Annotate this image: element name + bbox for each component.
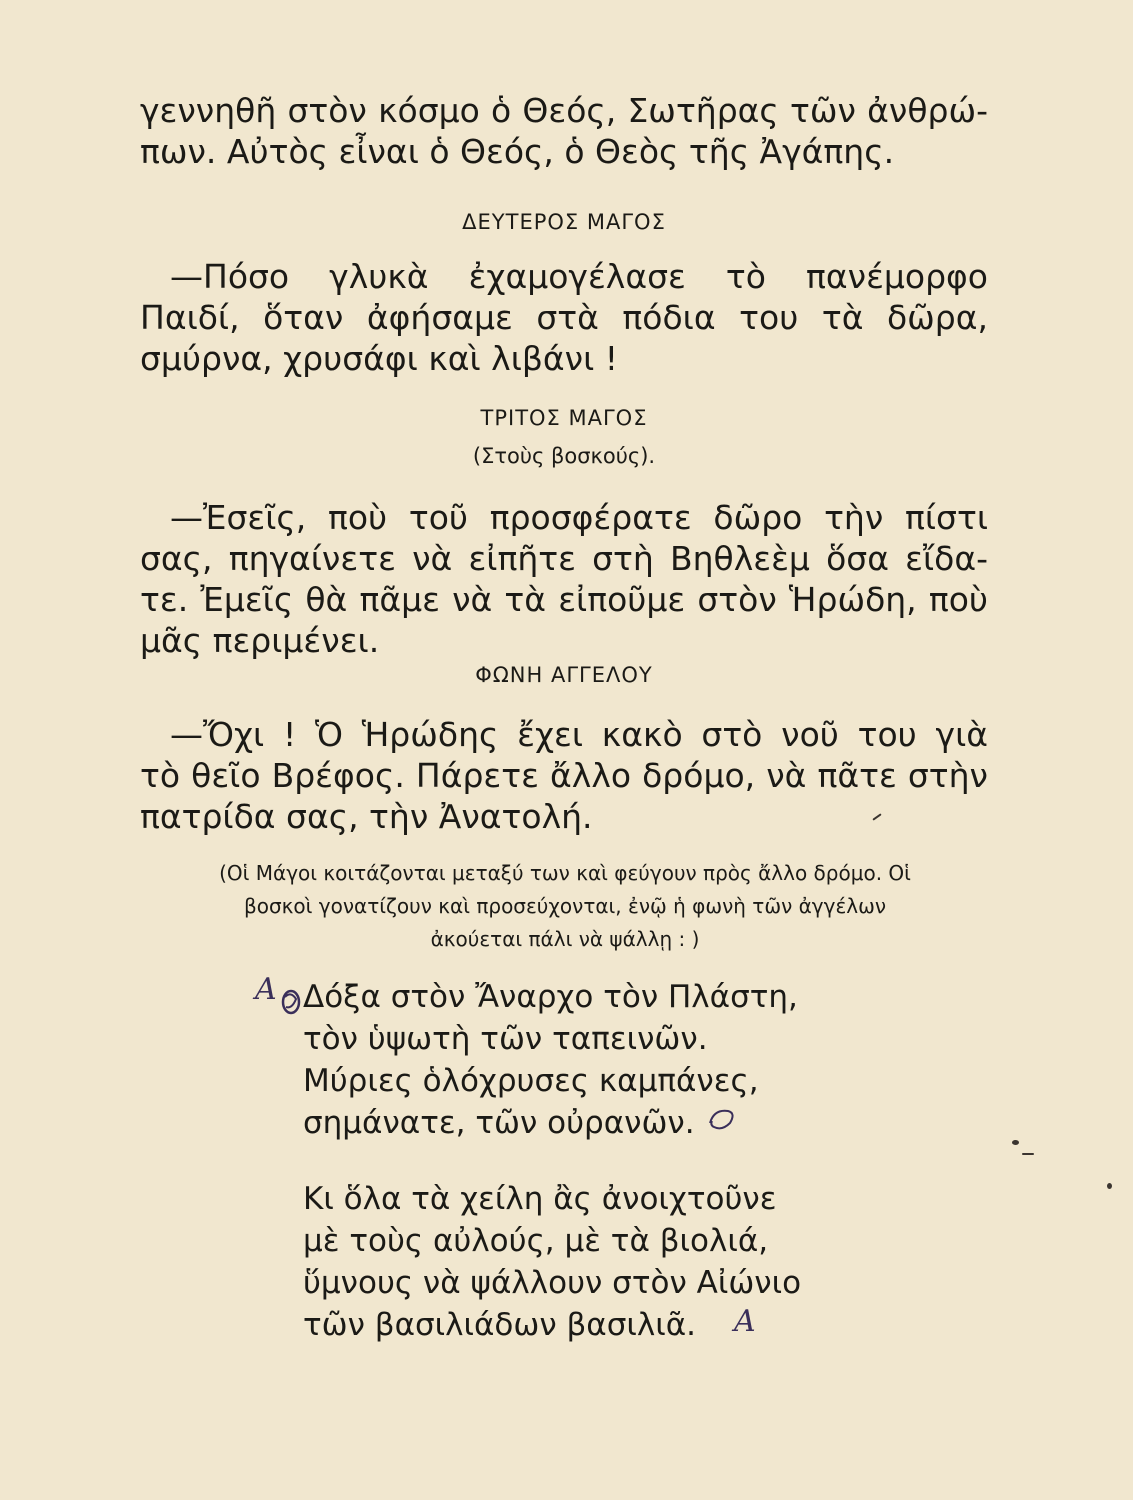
handwritten-mark-end: A	[734, 1304, 756, 1339]
text-line: τὸ θεῖο Βρέφος. Πάρετε ἄλλο δρόμο, νὰ πᾶτε στὴν	[140, 756, 988, 795]
verse-line: σημάνατε, τῶν οὐρανῶν.	[303, 1105, 695, 1141]
ink-speck	[1012, 1140, 1019, 1145]
verse-line: Δόξα στὸν Ἄναρχο τὸν Πλάστη,	[303, 979, 798, 1015]
verse-line: τῶν βασιλιάδων βασιλιᾶ.	[303, 1307, 696, 1343]
text-line: γεννηθῆ στὸν κόσμο ὁ Θεός, Σωτῆρας τῶν ἀνθρώ-	[140, 91, 988, 130]
text-line: σας, πηγαίνετε νὰ εἰπῆτε στὴ Βηθλεὲμ ὅσα εἴδα-	[140, 539, 988, 578]
text-line: μᾶς περιμένει.	[140, 621, 380, 660]
hymn-stanza-2	[303, 1178, 903, 1346]
text-line: τε. Ἐμεῖς θὰ πᾶμε νὰ τὰ εἰποῦμε στὸν Ἡρώδη, ποὺ	[140, 580, 988, 619]
paragraph-second-magus	[140, 256, 988, 379]
verse-line: μὲ τοὺς αὐλούς, μὲ τὰ βιολιά,	[303, 1223, 769, 1259]
text-line: —Ὄχι ! Ὁ Ἡρώδης ἔχει κακὸ στὸ νοῦ του γιὰ	[170, 715, 988, 754]
text-line: Παιδί, ὅταν ἀφήσαμε στὰ πόδια του τὰ δῶρα,	[140, 298, 988, 337]
text-line: σμύρνα, χρυσάφι καὶ λιβάνι !	[140, 339, 619, 378]
stage-direction	[130, 857, 1000, 956]
text-line: —Πόσο γλυκὰ ἐχαμογέλασε τὸ πανέμορφο	[170, 257, 988, 296]
stage-direction-line: ἀκούεται πάλι νὰ ψάλλῃ : )	[430, 927, 700, 951]
ink-speck	[1022, 1153, 1034, 1155]
paragraph-third-magus	[140, 497, 988, 661]
verse-line: Κι ὅλα τὰ χείλη ἂς ἀνοιχτοῦνε	[303, 1181, 777, 1217]
ink-speck	[1107, 1183, 1112, 1189]
speaker-angel-voice: ΦΩΝΗ ΑΓΓΕΛΟΥ	[475, 663, 653, 687]
text-line: —Ἐσεῖς, ποὺ τοῦ προσφέρατε δῶρο τὴν πίστι	[170, 498, 988, 537]
paragraph-opening	[140, 90, 988, 172]
speaker-third-magus: ΤΡΙΤΟΣ ΜΑΓΟΣ	[480, 406, 648, 430]
verse-line: ὕμνους νὰ ψάλλουν στὸν Αἰώνιο	[303, 1265, 802, 1301]
handwritten-mark-start: A	[255, 972, 277, 1007]
pencil-scribble-icon	[280, 987, 302, 1017]
text-line: πατρίδα σας, τὴν Ἀνατολή.	[140, 797, 593, 836]
text-line: πων. Αὐτὸς εἶναι ὁ Θεός, ὁ Θεὸς τῆς Ἀγάπης.	[140, 132, 895, 171]
paragraph-angel	[140, 714, 988, 837]
stage-note-to-shepherds: (Στοὺς βοσκούς).	[472, 444, 656, 468]
verse-line: Μύριες ὁλόχρυσες καμπάνες,	[303, 1063, 759, 1099]
stage-direction-line: βοσκοὶ γονατίζουν καὶ προσεύχονται, ἐνῷ ἡ φωνὴ τῶν ἀγγέλων	[243, 894, 887, 918]
speaker-second-magus: ΔΕΥΤΕΡΟΣ ΜΑΓΟΣ	[462, 210, 666, 234]
hymn-stanza-1	[303, 976, 903, 1144]
verse-line: τὸν ὑψωτὴ τῶν ταπεινῶν.	[303, 1021, 708, 1057]
stage-direction-line: (Οἱ Μάγοι κοιτάζονται μεταξύ των καὶ φεύγουν πρὸς ἄλλο δρόμο. Οἱ	[219, 861, 911, 885]
pencil-loop-icon	[706, 1107, 738, 1131]
